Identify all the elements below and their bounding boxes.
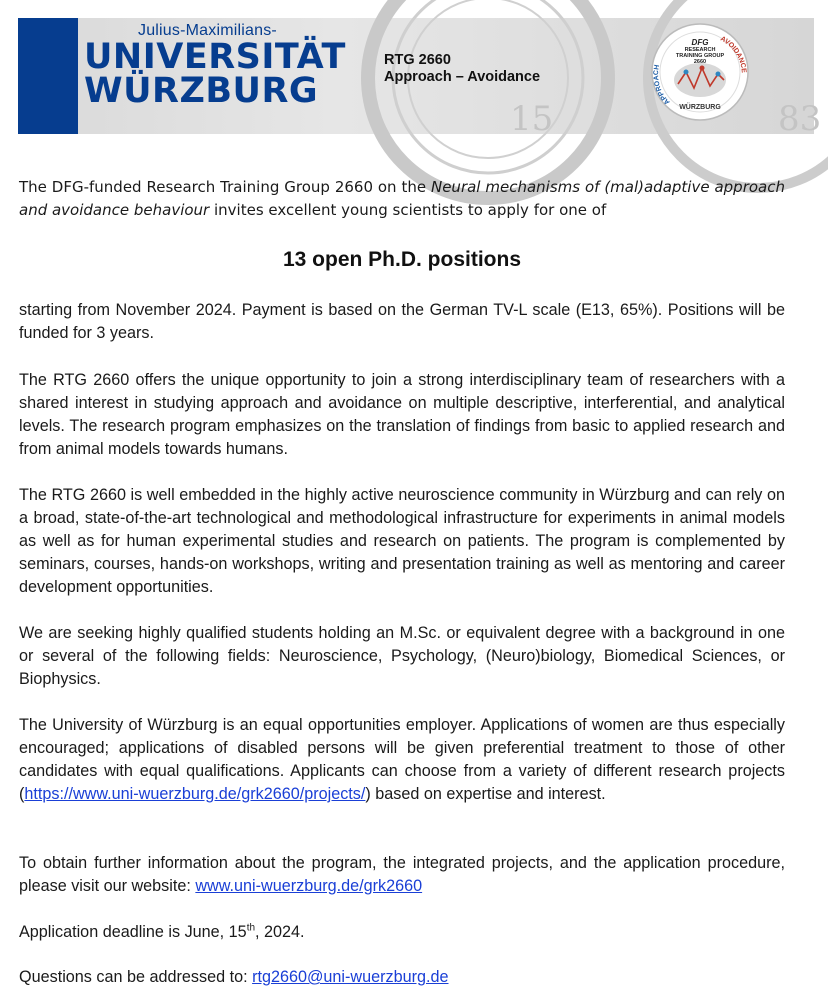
logo-line-1: UNIVERSITÄT xyxy=(84,37,346,77)
paragraph-environment: The RTG 2660 is well embedded in the highly active neuroscience community in Würzburg and can rely on a broad, state-of-the-art technological and methodological infrastructure for experiments in animal models as well as for human experimental studies and research on patients. The program is complemented by seminars, courses, hands-on workshops, writing and presentation training as well as mentoring and career development opportunities. xyxy=(19,486,785,596)
intro-pre: The DFG-funded Research Training Group 2660 on the xyxy=(19,178,431,196)
svg-text:83: 83 xyxy=(778,99,822,139)
paragraph-start-date: starting from November 2024. Payment is based on the German TV-L scale (E13, 65%). Positions will be funded for 3 years. xyxy=(19,301,785,342)
header-banner xyxy=(18,18,822,139)
seal-wuerzburg: WÜRZBURG xyxy=(679,104,721,111)
p6-text-pre: To obtain further information about the program, the integrated projects, and the application procedure, please visit our website: xyxy=(19,854,785,895)
seal-arc-left: APPROACH xyxy=(653,64,672,106)
email-link[interactable]: rtg2660@uni-wuerzburg.de xyxy=(252,968,449,986)
p5-text-post: ) based on expertise and interest. xyxy=(365,785,606,803)
logo-blue-block xyxy=(18,18,78,134)
rtg-number: RTG 2660 xyxy=(384,52,451,68)
logo-line-2: WÜRZBURG xyxy=(84,71,319,111)
deadline-pre: Application deadline is June, 15 xyxy=(19,923,247,941)
p5-text-pre: The University of Würzburg is an equal opportunities employer. Applications of women are thus especially encouraged; applications of disabled persons will be given preferential treatment to those of other candidates with equal qualifications. Applicants can choose from a variety of different research projects ( xyxy=(19,716,785,803)
svg-text:15: 15 xyxy=(510,99,554,139)
paragraph-equal-opportunities xyxy=(19,714,785,806)
rtg-seal-logo xyxy=(650,22,750,122)
paragraph-website xyxy=(19,852,785,898)
projects-link[interactable]: https://www.uni-wuerzburg.de/grk2660/projects/ xyxy=(24,785,366,803)
logo-small-text: Julius-Maximilians- xyxy=(138,22,277,39)
paragraph-questions xyxy=(19,966,785,989)
paragraph-deadline xyxy=(19,921,785,944)
paragraph-requirements: We are seeking highly qualified students holding an M.Sc. or equivalent degree with a background in one or several of the following fields: Neuroscience, Psychology, (Neuro)biology, Biomedical Sciences, or Biophysics. xyxy=(19,624,785,688)
seal-arc-right: AVOIDANCE xyxy=(719,35,747,74)
rtg-subtitle: Approach – Avoidance xyxy=(384,69,541,85)
seal-dfg: DFG xyxy=(691,38,709,47)
seal-group-line1: RESEARCH xyxy=(684,47,716,53)
university-logo xyxy=(84,22,346,111)
paragraph-opportunity: The RTG 2660 offers the unique opportunity to join a strong interdisciplinary team of researchers with a shared interest in studying approach and avoidance on multiple descriptive, interferential, and analytical levels. The research program emphasizes on the translation of findings from basic to applied research and from animal models towards humans. xyxy=(19,371,785,458)
rtg-title xyxy=(384,52,540,86)
seal-group-line2: TRAINING GROUP xyxy=(675,53,725,59)
positions-heading: 13 open Ph.D. positions xyxy=(282,248,522,271)
questions-pre: Questions can be addressed to: xyxy=(19,968,253,986)
deadline-post: , 2024. xyxy=(255,923,305,941)
seal-group-line3: 2660 xyxy=(693,59,707,65)
seal-group-text xyxy=(650,47,750,65)
intro-paragraph xyxy=(19,176,785,222)
website-link[interactable]: www.uni-wuerzburg.de/grk2660 xyxy=(195,877,423,895)
intro-post: invites excellent young scientists to apply for one of xyxy=(209,201,607,219)
intro-italic: Neural mechanisms of (mal)adaptive approach and avoidance behaviour xyxy=(19,178,785,219)
deadline-sup: th xyxy=(246,922,256,934)
